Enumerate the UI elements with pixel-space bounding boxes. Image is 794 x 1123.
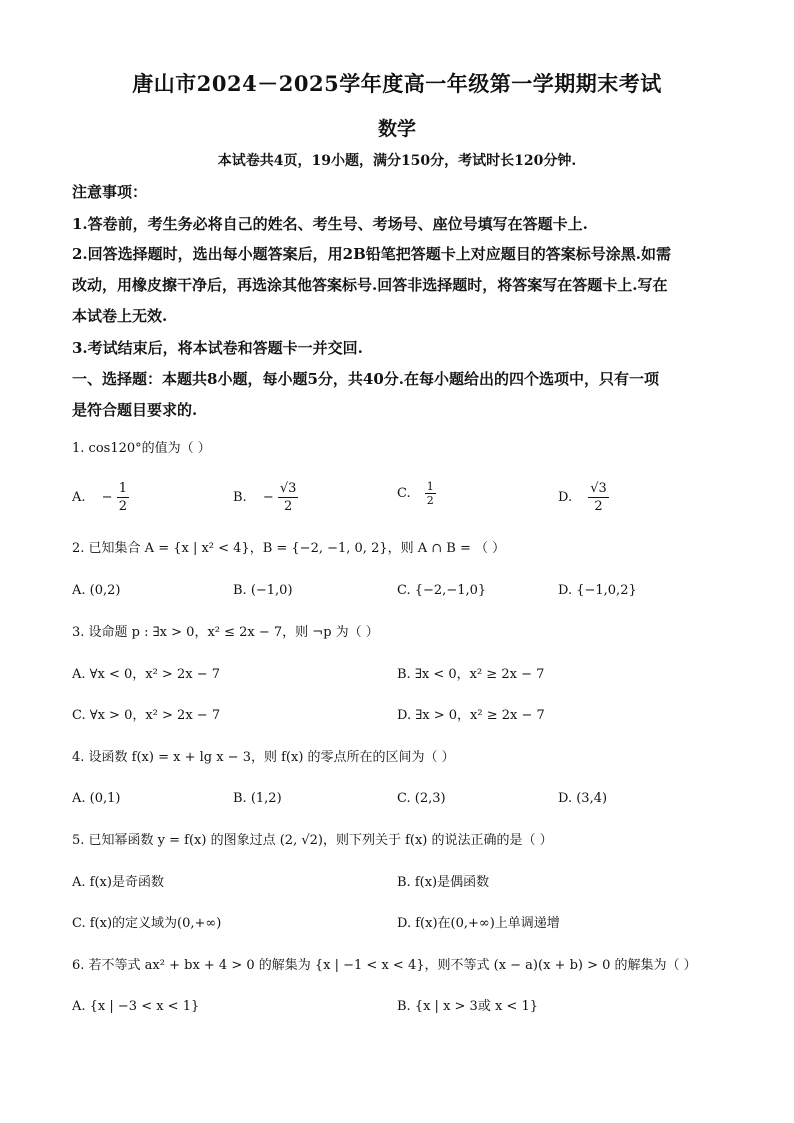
numerator: 1 [426,480,434,493]
question-4-option-b: B. (1,2) [233,791,282,806]
numerator: √3 [590,481,607,496]
notice-heading: 注意事项： [72,183,148,201]
option-sign: − [262,490,274,505]
notice-2-line-3: 本试卷上无效. [72,307,168,325]
numerator: √3 [279,481,297,496]
notice-1: 1.答卷前，考生务必将自己的姓名、考生号、考场号、座位号填写在答题卡上. [72,215,588,233]
fraction [117,480,129,515]
question-6-stem: 6. 若不等式 ax² + bx + 4 > 0 的解集为 {x | −1 < x < 4}，则不等式 (x − a)(x + b) > 0 的解集为（ ） [72,958,697,973]
question-3-stem: 3. 设命题 p : ∃x > 0，x² ≤ 2x − 7，则 ¬p 为（ ） [72,625,379,640]
question-1-option-c [397,480,436,507]
question-3-option-a: A. ∀x < 0，x² > 2x − 7 [72,667,220,682]
question-4-option-a: A. (0,1) [72,791,121,806]
denominator: 2 [284,499,293,514]
question-4-option-d: D. (3,4) [558,791,608,806]
question-6-option-a: A. {x | −3 < x < 1} [72,999,200,1014]
denominator: 2 [426,494,434,507]
notice-2-line-1: 2.回答选择题时，选出每小题答案后，用2B铅笔把答题卡上对应题目的答案标号涂黑.如需 [72,245,672,263]
question-2-option-b: B. (−1,0) [233,583,293,598]
question-3-option-d: D. ∃x > 0，x² ≥ 2x − 7 [397,708,545,723]
numerator: 1 [118,481,127,496]
question-4-stem: 4. 设函数 f(x) = x + lg x − 3，则 f(x) 的零点所在的区间为（ ） [72,750,455,765]
question-5-option-c: C. f(x)的定义域为(0,+∞) [72,916,222,931]
exam-title: 唐山市2024－2025学年度高一年级第一学期期末考试 [132,71,662,96]
question-5-option-d: D. f(x)在(0,+∞)上单调递增 [397,916,560,931]
option-sign: − [101,490,113,505]
question-1-option-b [233,480,298,515]
question-4-option-c: C. (2,3) [397,791,446,806]
option-label: D. [558,490,573,505]
question-2-option-c: C. {−2,−1,0} [397,583,487,598]
question-3-option-c: C. ∀x > 0，x² > 2x − 7 [72,708,221,723]
question-3-option-b: B. ∃x < 0，x² ≥ 2x − 7 [397,667,545,682]
exam-subject: 数学 [377,118,416,140]
option-label: C. [397,486,411,501]
section-heading-line-2: 是符合题目要求的. [72,401,198,419]
section-heading-line-1: 一、选择题：本题共8小题，每小题5分，共40分.在每小题给出的四个选项中，只有一项 [72,370,659,388]
denominator: 2 [118,499,127,514]
question-2-stem: 2. 已知集合 A = {x | x² < 4}，B = {−2, −1, 0, 2}，则 A ∩ B = （ ） [72,541,506,556]
question-2-option-d: D. {−1,0,2} [558,583,637,598]
question-1-stem: 1. cos120°的值为（ ） [72,441,211,456]
question-1-option-a [72,480,129,515]
question-1-option-d [558,480,609,515]
question-5-option-b: B. f(x)是偶函数 [397,875,490,890]
exam-info: 本试卷共4页，19小题，满分150分，考试时长120分钟. [217,153,577,169]
fraction [588,480,609,515]
option-label: A. [72,490,86,505]
fraction [425,480,436,507]
notice-3: 3.考试结束后，将本试卷和答题卡一并交回. [72,339,363,357]
question-2-option-a: A. (0,2) [72,583,121,598]
fraction [278,480,299,515]
question-5-option-a: A. f(x)是奇函数 [72,875,164,890]
question-6-option-b: B. {x | x > 3或 x < 1} [397,999,538,1014]
denominator: 2 [594,499,603,514]
question-5-stem: 5. 已知幂函数 y = f(x) 的图象过点 (2, √2)，则下列关于 f(x) 的说法正确的是（ ） [72,833,553,848]
notice-2-line-2: 改动，用橡皮擦干净后，再选涂其他答案标号.回答非选择题时，将答案写在答题卡上.写在 [72,276,668,294]
option-label: B. [233,490,247,505]
